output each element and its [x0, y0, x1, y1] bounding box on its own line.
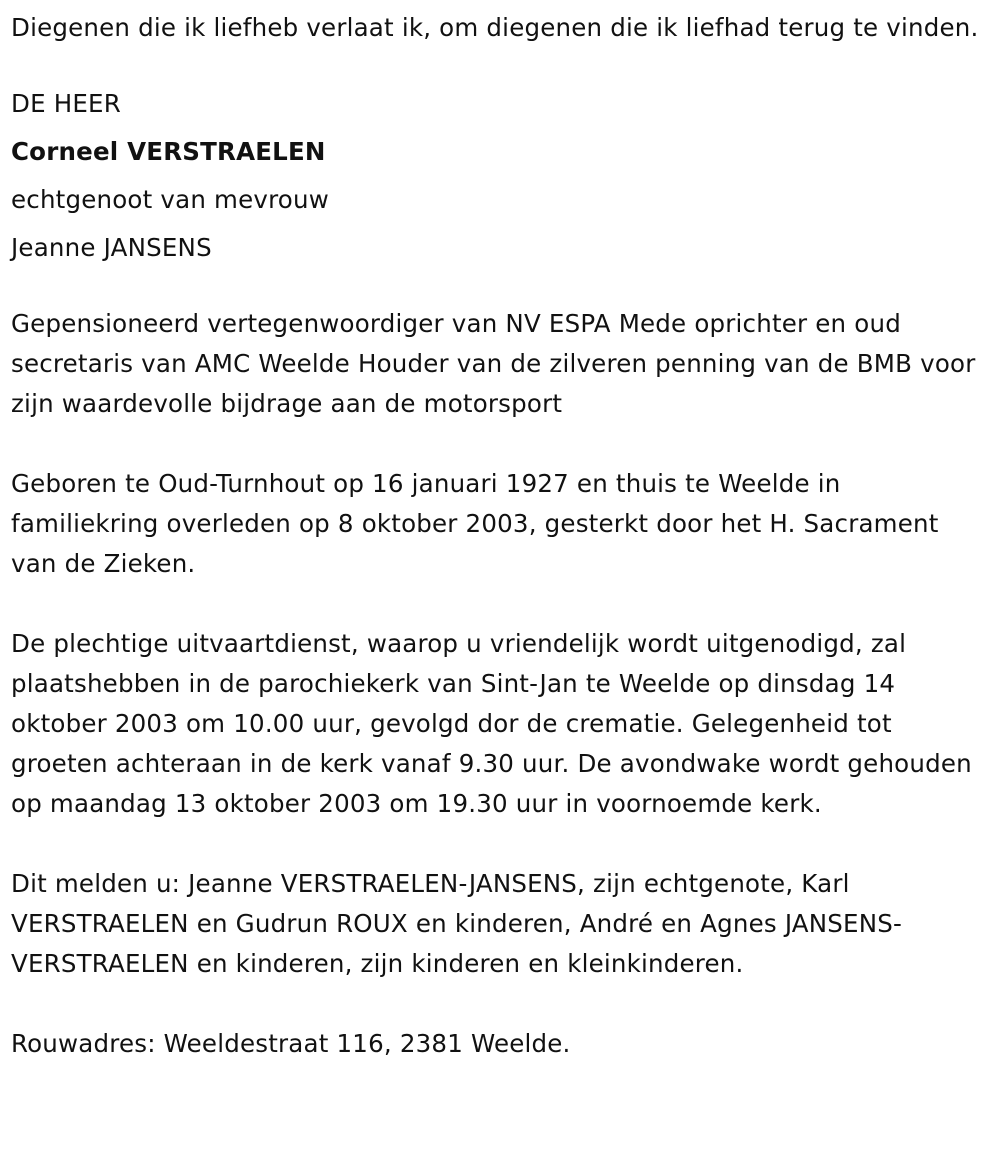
- spouse-name: Jeanne JANSENS: [11, 233, 212, 262]
- obituary-document: [11, 8, 986, 1064]
- motto-paragraph: Diegenen die ik liefheb verlaat ik, om diegenen die ik liefhad terug te vinden.: [11, 13, 979, 42]
- address-paragraph: Rouwadres: Weeldestraat 116, 2381 Weelde.: [11, 1029, 571, 1058]
- spouse-prefix: echtgenoot van mevrouw: [11, 185, 329, 214]
- announcement-paragraph: Dit melden u: Jeanne VERSTRAELEN-JANSENS, zijn echtgenote, Karl VERSTRAELEN en Gudrun ROUX en kinderen, André en Agnes JANSENS-VERSTRAELEN en kinderen, zijn kinderen en kleinkinderen.: [11, 869, 903, 978]
- career-paragraph: Gepensioneerd vertegenwoordiger van NV ESPA Mede oprichter en oud secretaris van AMC Weelde Houder van de zilveren penning van de BMB voor zijn waardevolle bijdrage aan de motorsport: [11, 309, 976, 418]
- funeral-paragraph: De plechtige uitvaartdienst, waarop u vriendelijk wordt uitgenodigd, zal plaatshebben in de parochiekerk van Sint-Jan te Weelde op dinsdag 14 oktober 2003 om 10.00 uur, gevolgd dor de crematie. Gelegenheid tot groeten achteraan in de kerk vanaf 9.30 uur. De avondwake wordt gehouden op maandag 13 oktober 2003 om 19.30 uur in voornoemde kerk.: [11, 629, 972, 818]
- birth-death-paragraph: Geboren te Oud-Turnhout op 16 januari 1927 en thuis te Weelde in familiekring overleden op 8 oktober 2003, gesterkt door het H. Sacrament van de Zieken.: [11, 469, 939, 578]
- deceased-name: Corneel VERSTRAELEN: [11, 137, 326, 166]
- title-line: DE HEER: [11, 89, 121, 118]
